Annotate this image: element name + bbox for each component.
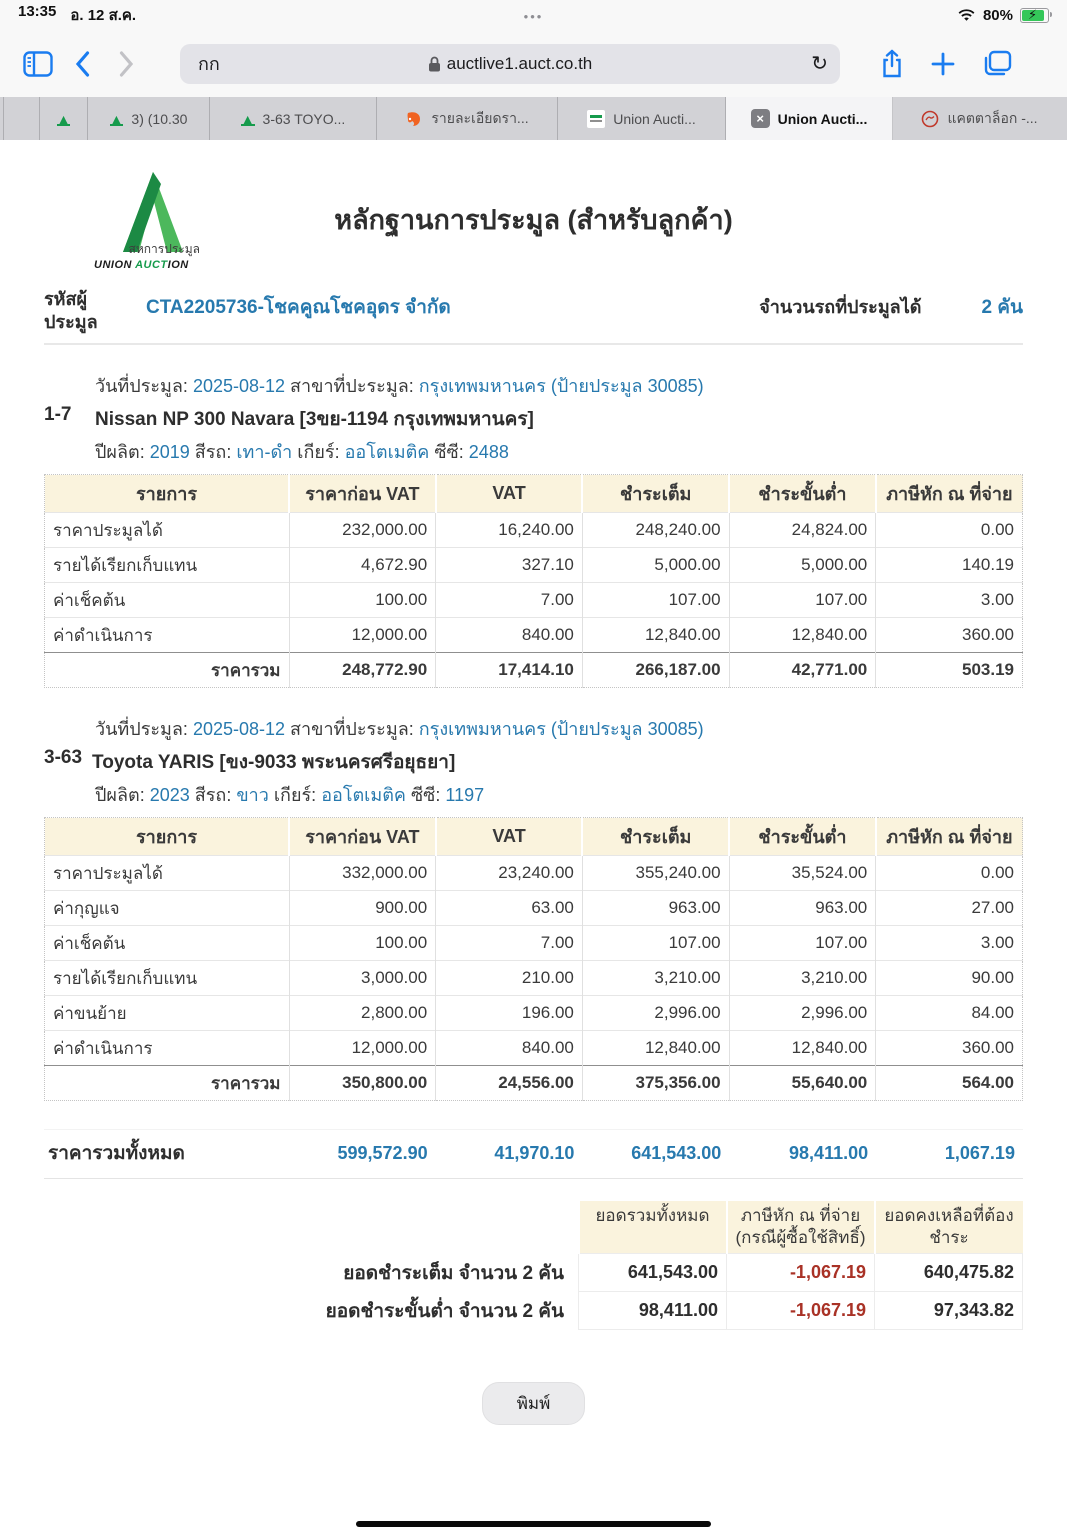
table-row: ราคาประมูลได้ 332,000.00 23,240.00 355,240.00 35,524.00 0.00 — [45, 856, 1023, 891]
tab-empty[interactable] — [4, 97, 40, 140]
price-table-1 — [44, 474, 1023, 688]
lot-number: 3-63 — [44, 747, 83, 768]
table-row: ค่าดำเนินการ 12,000.00 840.00 12,840.00 12,840.00 360.00 — [45, 1031, 1023, 1066]
url-bar[interactable] — [180, 44, 840, 84]
tab-union-auction-active[interactable]: × Union Aucti... — [726, 97, 893, 140]
table-row: ราคาประมูลได้ 232,000.00 16,240.00 248,240.00 24,824.00 0.00 — [45, 513, 1023, 548]
auction-date-line: วันที่ประมูล: 2025-08-12 สาขาที่ปะระมูล: กรุงเทพมหานคร (ป้ายประมูล 30085) — [95, 719, 704, 739]
summary-row-minimum-payment: ยอดชำระขั้นต่ำ จำนวน 2 คัน 98,411.00 -1,067.19 97,343.82 — [318, 1292, 1023, 1330]
tab-bar — [0, 97, 1067, 140]
table-row: ค่าเช็คต้น 100.00 7.00 107.00 107.00 3.00 — [45, 926, 1023, 961]
auction-date-line: วันที่ประมูล: 2025-08-12 สาขาที่ปะระมูล: กรุงเทพมหานคร (ป้ายประมูล 30085) — [95, 376, 704, 396]
status-date: อ. 12 ส.ค. — [70, 7, 137, 24]
vehicle-title — [44, 747, 1023, 777]
sidebar-toggle-button[interactable] — [16, 42, 60, 86]
clock: 13:35 — [18, 3, 57, 20]
table-row: ค่าดำเนินการ 12,000.00 840.00 12,840.00 12,840.00 360.00 — [45, 618, 1023, 653]
vehicle-specs: ปีผลิต: 2019 สีรถ: เทา-ดำ เกียร์: ออโตเมติค ซีซี: 2488 — [95, 442, 509, 462]
battery-percent: 80% — [982, 6, 1013, 24]
won-count-label: จำนวนรถที่ประมูลได้ — [759, 297, 922, 317]
grand-total-label: ราคารวมทั้งหมด — [48, 1143, 185, 1164]
grand-total-row: ราคารวมทั้งหมด 599,572.90 41,970.10 641,543.00 98,411.00 1,067.19 — [44, 1129, 1023, 1179]
vehicle-name: Nissan NP 300 Navara [3ขย-1194 กรุงเทพมหานคร] — [95, 409, 534, 430]
multitask-dots: ••• — [523, 9, 544, 24]
won-count-value: 2 คัน — [981, 297, 1023, 318]
lot-number: 1-7 — [44, 404, 72, 425]
auction-date: 2025-08-12 — [192, 719, 286, 739]
auction-branch: กรุงเทพมหานคร (ป้ายประมูล 30085) — [418, 376, 704, 396]
red-stamp-icon — [921, 110, 939, 128]
table-row: ค่าขนย้าย 2,800.00 196.00 2,996.00 2,996.00 84.00 — [45, 996, 1023, 1031]
orange-flame-icon — [405, 110, 423, 128]
tab-favicon-only[interactable] — [40, 97, 88, 140]
vehicle-section-1 — [44, 371, 1023, 688]
browser-toolbar — [0, 30, 1067, 97]
battery-charging-icon: ⚡ — [1020, 8, 1049, 23]
url-text: auctlive1.auct.co.th — [446, 53, 593, 73]
vehicle-specs: ปีผลิต: 2023 สีรถ: ขาว เกียร์: ออโตเมติค ซีซี: 1197 — [95, 785, 485, 805]
bidder-code-label: รหัสผู้ ประมูล — [44, 289, 98, 332]
green-triangle-icon: ▲ — [240, 110, 255, 127]
document-page — [0, 140, 1067, 1535]
page-title: หลักฐานการประมูล (สำหรับลูกค้า) — [334, 205, 733, 235]
table-total-row: ราคารวม 350,800.00 24,556.00 375,356.00 55,640.00 564.00 — [45, 1066, 1023, 1101]
table-header-row: รายการ ราคาก่อน VAT VAT ชำระเต็ม ชำระขั้นต่ำ ภาษีหัก ณ ที่จ่าย — [45, 475, 1023, 513]
table-row: ค่าเช็คต้น 100.00 7.00 107.00 107.00 3.00 — [45, 583, 1023, 618]
refresh-button[interactable]: ↻ — [811, 53, 828, 75]
text-size-button[interactable]: กก — [198, 54, 220, 74]
table-row: รายได้เรียกเก็บแทน 4,672.90 327.10 5,000.00 5,000.00 140.19 — [45, 548, 1023, 583]
green-triangle-icon: ▲ — [56, 110, 71, 127]
logo-en-text: UNION AUCTION — [94, 259, 189, 271]
table-row: ค่ากุญแจ 900.00 63.00 963.00 963.00 27.00 — [45, 891, 1023, 926]
back-button[interactable] — [60, 42, 104, 86]
vehicle-name: Toyota YARIS [ขง-9033 พระนครศรีอยุธยา] — [92, 752, 456, 773]
lock-icon — [428, 56, 441, 72]
tab-3-63-toyo[interactable]: ▲ 3-63 TOYO... — [210, 97, 377, 140]
table-row: รายได้เรียกเก็บแทน 3,000.00 210.00 3,210.00 3,210.00 90.00 — [45, 961, 1023, 996]
vehicle-section-2 — [44, 714, 1023, 1101]
payment-summary-table — [318, 1201, 1023, 1330]
table-header-row: รายการ ราคาก่อน VAT VAT ชำระเต็ม ชำระขั้นต่ำ ภาษีหัก ณ ที่จ่าย — [45, 818, 1023, 856]
auct-favicon — [587, 110, 605, 128]
price-table-2 — [44, 817, 1023, 1101]
tab-detail[interactable]: รายละเอียดรา... — [377, 97, 558, 140]
logo-thai-text: สหการประมูล — [128, 242, 200, 256]
table-total-row: ราคารวม 248,772.90 17,414.10 266,187.00 42,771.00 503.19 — [45, 653, 1023, 688]
tab-catalog[interactable]: แคตตาล็อก -... — [893, 97, 1066, 140]
vehicle-title — [44, 404, 1023, 434]
tab-3-1030[interactable]: ▲ 3) (10.30 — [88, 97, 210, 140]
tab-overview-button[interactable] — [982, 50, 1012, 78]
auction-date: 2025-08-12 — [192, 376, 286, 396]
status-bar — [0, 0, 1067, 30]
green-triangle-icon: ▲ — [109, 110, 124, 127]
tab-union-auction-1[interactable]: Union Aucti... — [558, 97, 726, 140]
summary-row-full-payment: ยอดชำระเต็ม จำนวน 2 คัน 641,543.00 -1,067.19 640,475.82 — [318, 1254, 1023, 1292]
close-tab-icon[interactable]: × — [751, 109, 770, 128]
summary-header-row: ยอดรวมทั้งหมด ภาษีหัก ณ ที่จ่าย (กรณีผู้ซื้อใช้สิทธิ์) ยอดคงเหลือที่ต้อง ชำระ — [318, 1201, 1023, 1254]
bidder-code-value: CTA2205736-โชคคูณโชคอุดร จำกัด — [146, 297, 451, 318]
forward-button[interactable] — [104, 42, 148, 86]
home-indicator[interactable] — [356, 1521, 711, 1527]
print-button[interactable]: พิมพ์ — [482, 1382, 586, 1425]
share-button[interactable] — [880, 49, 904, 79]
new-tab-button[interactable] — [930, 51, 956, 77]
auction-branch: กรุงเทพมหานคร (ป้ายประมูล 30085) — [418, 719, 704, 739]
bidder-header-row — [44, 288, 1023, 345]
